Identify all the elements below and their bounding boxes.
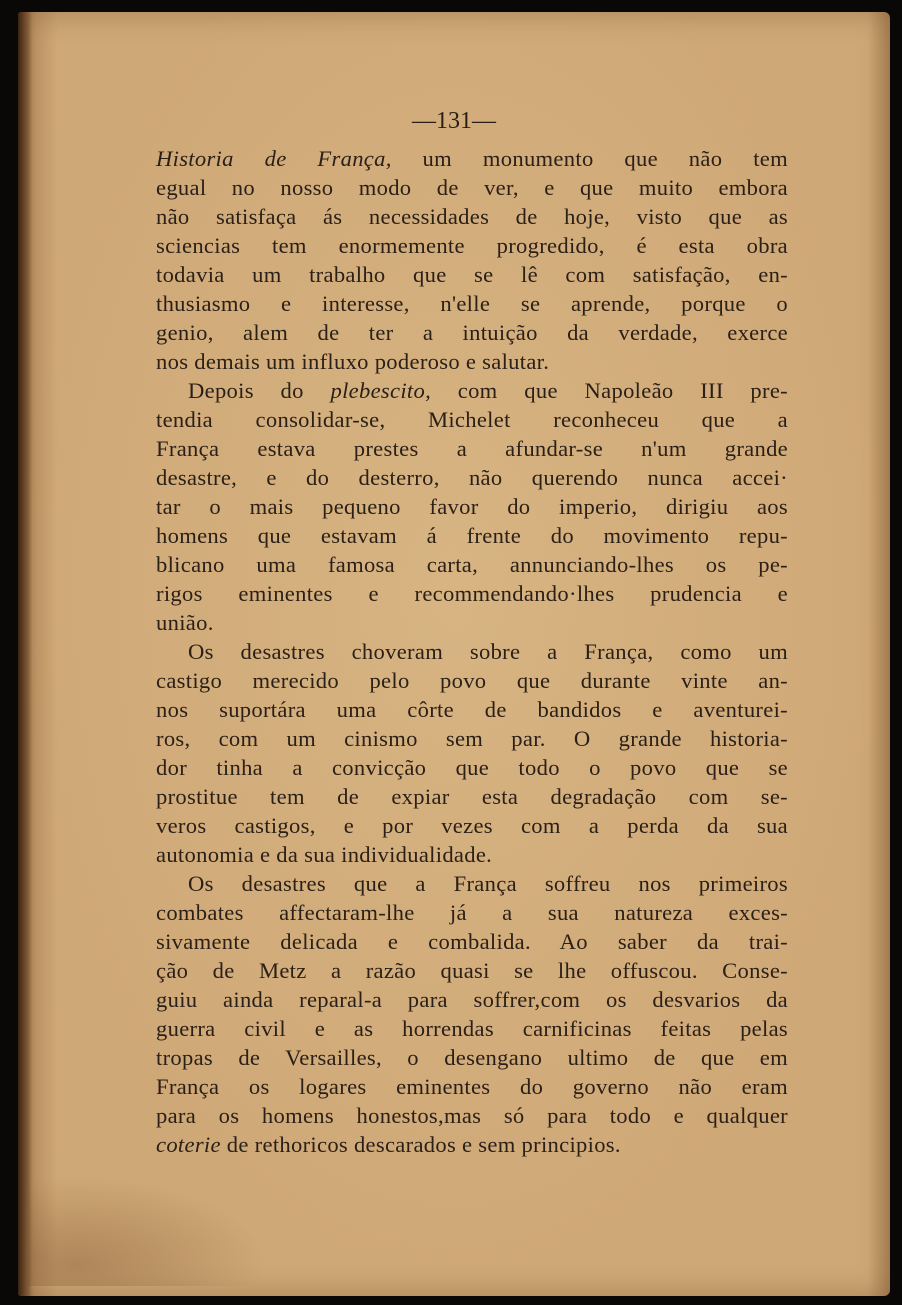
text-segment: genio, alem de ter a intuição da verdade, exerce — [156, 320, 788, 345]
text-segment: homens que estavam á frente do movimento repu- — [156, 523, 788, 548]
text-segment: prostitue tem de expiar esta degradação com se- — [156, 784, 788, 809]
text-line — [156, 1130, 788, 1159]
text-line — [156, 173, 788, 202]
text-line — [156, 202, 788, 231]
text-line — [156, 898, 788, 927]
text-segment: todavia um trabalho que se lê com satisfação, en- — [156, 262, 788, 287]
text-segment: com que Napoleão III pre- — [431, 378, 789, 403]
text-line — [156, 405, 788, 434]
text-line — [156, 492, 788, 521]
text-segment: um monumento que não tem — [391, 146, 788, 171]
text-segment: dor tinha a convicção que todo o povo que se — [156, 755, 788, 780]
text-segment: nos demais um influxo poderoso e salutar. — [156, 349, 550, 374]
text-line — [156, 1101, 788, 1130]
text-segment: desastre, e do desterro, não querendo nunca accei· — [156, 465, 788, 490]
text-segment: sciencias tem enormemente progredido, é esta obra — [156, 233, 788, 258]
text-line — [156, 782, 788, 811]
text-line — [156, 956, 788, 985]
book-page — [18, 12, 890, 1296]
text-segment: não satisfaça ás necessidades de hoje, visto que as — [156, 204, 788, 229]
text-segment: França os logares eminentes do governo não eram — [156, 1074, 788, 1099]
text-segment: sivamente delicada e combalida. Ao saber da trai- — [156, 929, 788, 954]
text-segment: Depois do — [188, 378, 331, 403]
text-segment: tendia consolidar-se, Michelet reconheceu que a — [156, 407, 788, 432]
text-line — [156, 231, 788, 260]
text-segment: rigos eminentes e recommendando·lhes prudencia e — [156, 581, 788, 606]
text-segment: blicano uma famosa carta, annunciando-lhes os pe- — [156, 552, 788, 577]
text-segment: castigo merecido pelo povo que durante vinte an- — [156, 668, 788, 693]
text-line — [156, 550, 788, 579]
text-line — [156, 1043, 788, 1072]
text-line — [156, 869, 788, 898]
text-segment: egual no nosso modo de ver, e que muito embora — [156, 175, 788, 200]
text-segment: veros castigos, e por vezes com a perda da sua — [156, 813, 788, 838]
text-segment: de rethoricos descarados e sem principios. — [220, 1132, 621, 1157]
text-line — [156, 927, 788, 956]
text-line — [156, 666, 788, 695]
text-line — [156, 463, 788, 492]
text-segment: Os desastres que a França soffreu nos primeiros — [188, 871, 788, 896]
italic-term: coterie — [156, 1132, 221, 1157]
text-segment: thusiasmo e interesse, n'elle se aprende, porque o — [156, 291, 788, 316]
text-segment: nos suportára uma côrte de bandidos e aventurei- — [156, 697, 788, 722]
page-binding-edge — [18, 12, 32, 1296]
text-line — [156, 1014, 788, 1043]
page-number: —131— — [412, 108, 496, 134]
italic-term: Historia de França, — [156, 146, 392, 171]
text-line — [156, 811, 788, 840]
text-segment: autonomia e da sua individualidade. — [156, 842, 493, 867]
italic-term: plebescito, — [330, 378, 432, 403]
text-segment: Os desastres choveram sobre a França, como um — [188, 639, 788, 664]
text-line — [156, 260, 788, 289]
text-line — [156, 724, 788, 753]
text-line — [156, 434, 788, 463]
text-segment: combates affectaram-lhe já a sua natureza exces- — [156, 900, 788, 925]
paper-stain — [28, 1176, 268, 1286]
text-line — [156, 695, 788, 724]
text-segment: tropas de Versailles, o desengano ultimo de que em — [156, 1045, 788, 1070]
text-line — [156, 318, 788, 347]
text-segment: ros, com um cinismo sem par. O grande historia- — [156, 726, 788, 751]
text-line — [156, 144, 788, 173]
body-text — [156, 144, 788, 1159]
text-line — [156, 376, 788, 405]
text-line — [156, 840, 788, 869]
text-line — [156, 608, 788, 637]
text-segment: união. — [156, 610, 214, 635]
text-line — [156, 985, 788, 1014]
text-line — [156, 637, 788, 666]
text-line — [156, 579, 788, 608]
text-line — [156, 347, 788, 376]
text-segment: França estava prestes a afundar-se n'um grande — [156, 436, 788, 461]
text-segment: guerra civil e as horrendas carnificinas feitas pelas — [156, 1016, 788, 1041]
text-line — [156, 753, 788, 782]
text-line — [156, 289, 788, 318]
text-line — [156, 521, 788, 550]
text-segment: tar o mais pequeno favor do imperio, dirigiu aos — [156, 494, 788, 519]
text-line — [156, 1072, 788, 1101]
text-segment: ção de Metz a razão quasi se lhe offuscou. Conse- — [156, 958, 788, 983]
text-segment: para os homens honestos,mas só para todo e qualquer — [156, 1103, 788, 1128]
text-segment: guiu ainda reparal-a para soffrer,com os desvarios da — [156, 987, 788, 1012]
